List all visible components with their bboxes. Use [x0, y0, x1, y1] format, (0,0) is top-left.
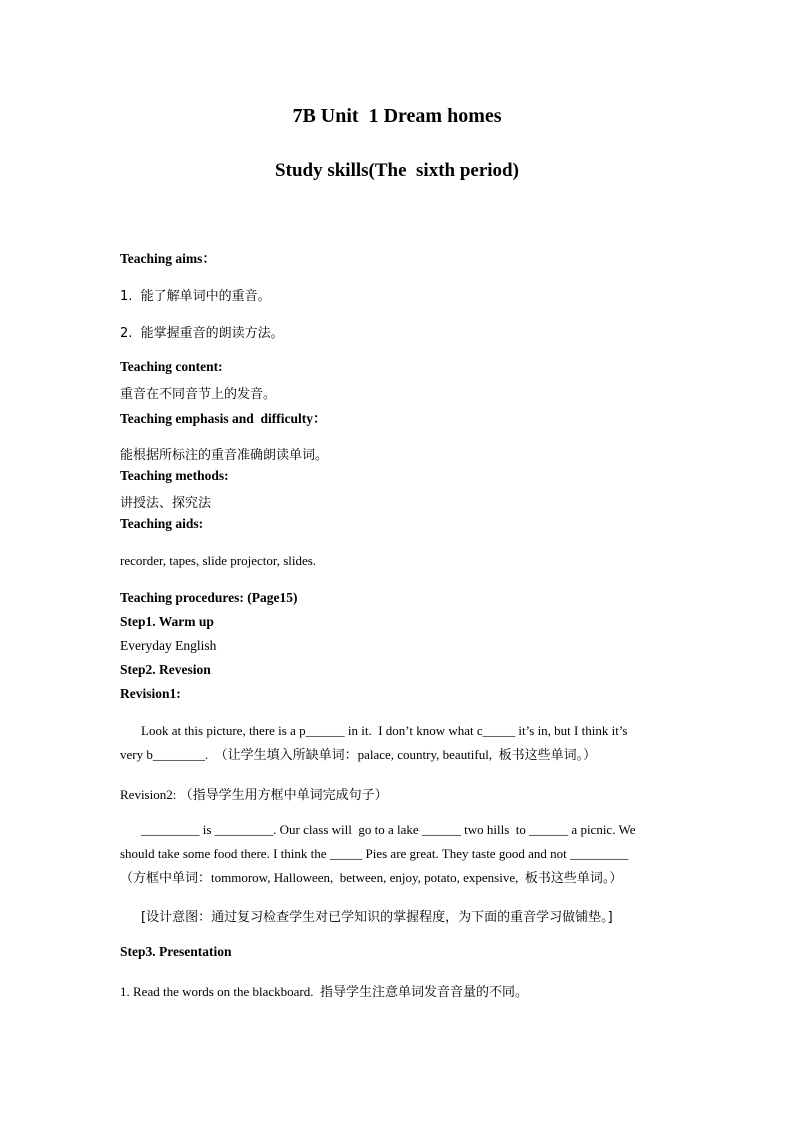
- revision1-heading: Revision1:: [120, 686, 181, 701]
- step2-heading: Step2. Revesion: [120, 662, 211, 677]
- teaching-aim-item: 1. 能了解单词中的重音。: [120, 289, 271, 304]
- teaching-aids-heading: Teaching aids:: [120, 516, 204, 531]
- teaching-emphasis-text: 能根据所标注的重音准确朗读单词。: [120, 448, 329, 463]
- step1-heading: Step1. Warm up: [120, 614, 214, 629]
- revision2-line1: _________ is _________. Our class will go to a lake ______ two hills to ______ a picnic. We: [141, 822, 636, 837]
- revision1-paragraph: [120, 719, 670, 767]
- teaching-procedures-heading: Teaching procedures: (Page15): [120, 590, 298, 605]
- revision1-line2: very b________. （让学生填入所缺单词：palace, country, beautiful, 板书这些单词。）: [120, 747, 597, 762]
- teaching-content-heading: Teaching content:: [120, 359, 223, 374]
- teaching-aim-item: 2. 能掌握重音的朗读方法。: [120, 326, 284, 341]
- revision1-line1: Look at this picture, there is a p______ in it. I don’t know what c_____ it’s in, but I think it’s: [141, 723, 628, 738]
- revision2-line3: （方框中单词：tommorow, Halloween, between, enjoy, potato, expensive, 板书这些单词。）: [120, 870, 623, 885]
- document-subtitle: Study skills(The sixth period): [275, 160, 519, 181]
- step3-item1: 1. Read the words on the blackboard. 指导学生注意单词发音音量的不同。: [120, 984, 529, 999]
- step3-heading: Step3. Presentation: [120, 944, 232, 959]
- teaching-emphasis-heading: Teaching emphasis and difficulty：: [120, 411, 327, 426]
- teaching-methods-heading: Teaching methods:: [120, 468, 229, 483]
- document-title: 7B Unit 1 Dream homes: [292, 105, 502, 127]
- teaching-methods-text: 讲授法、探究法: [120, 496, 212, 511]
- revision2-paragraph: [120, 818, 670, 890]
- teaching-aims-heading: Teaching aims：: [120, 251, 216, 266]
- revision2-line2: should take some food there. I think the _____ Pies are great. They taste good and not _________: [120, 846, 629, 861]
- step1-text: Everyday English: [120, 638, 217, 653]
- teaching-aids-text: recorder, tapes, slide projector, slides.: [120, 553, 317, 568]
- design-intent-note: [设计意图：通过复习检查学生对已学知识的掌握程度，为下面的重音学习做铺垫。]: [141, 910, 613, 925]
- teaching-content-text: 重音在不同音节上的发音。: [120, 387, 277, 402]
- revision2-heading: Revision2: （指导学生用方框中单词完成句子）: [120, 787, 388, 802]
